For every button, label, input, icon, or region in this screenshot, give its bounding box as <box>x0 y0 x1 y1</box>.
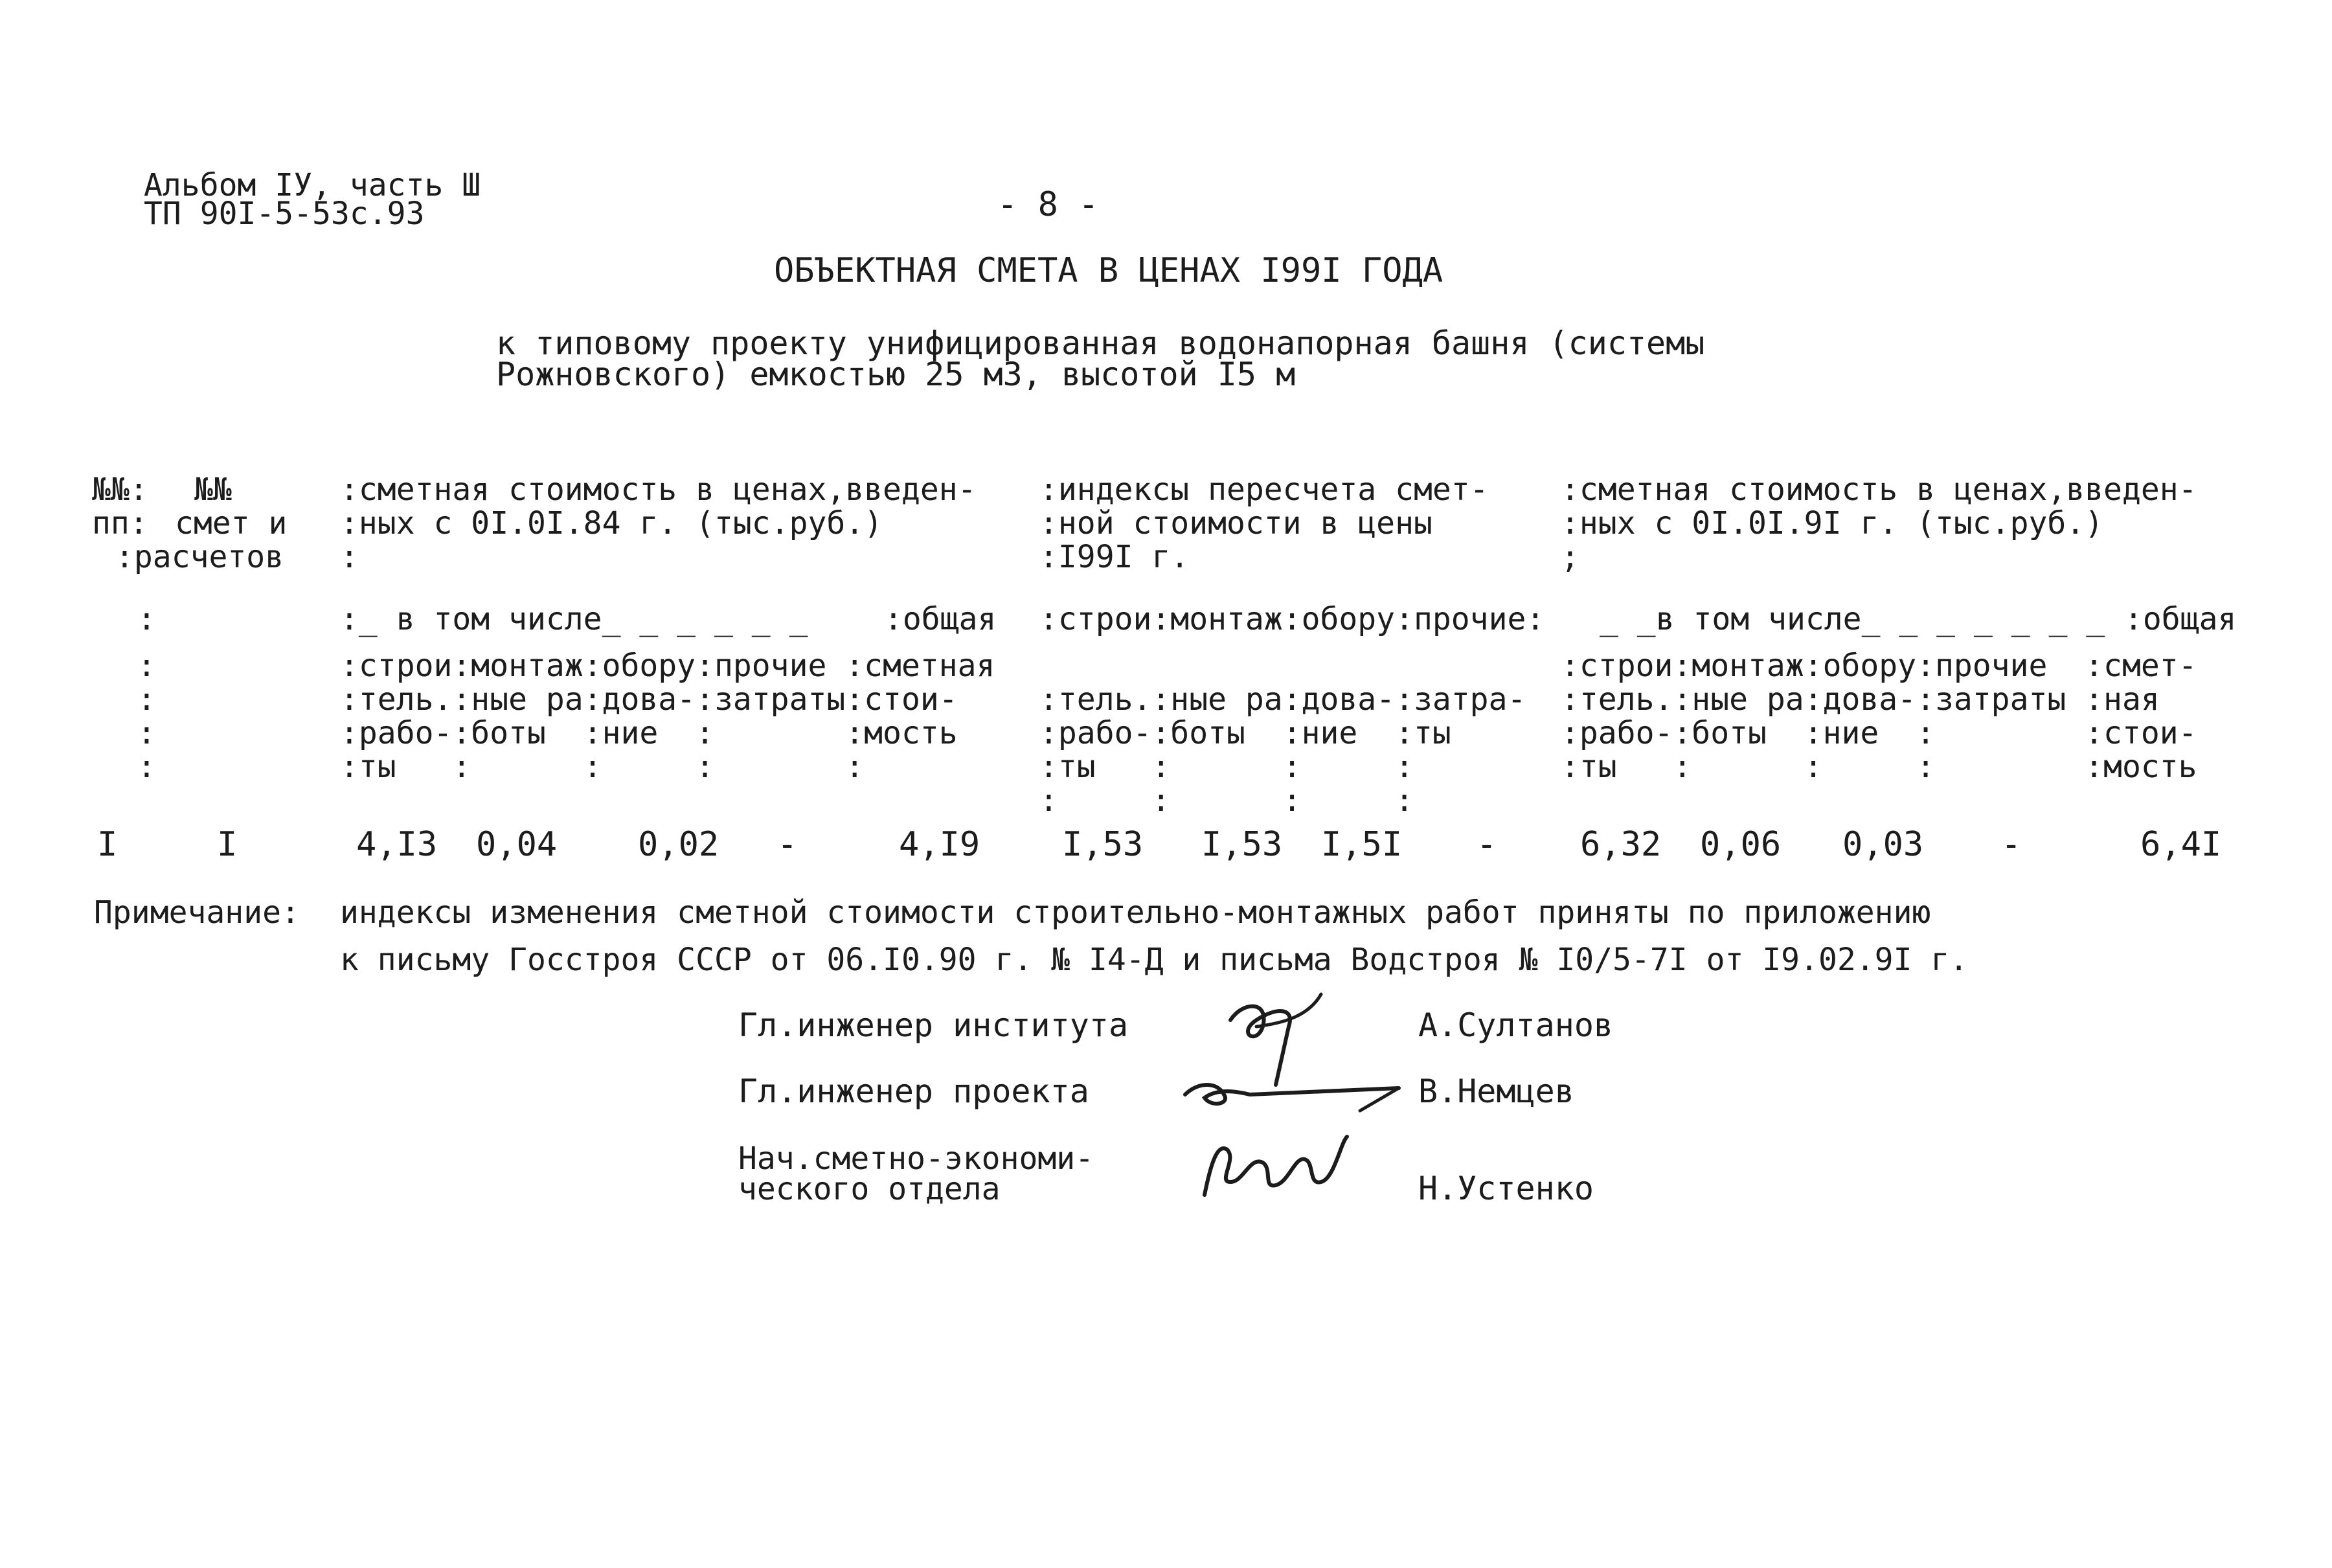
colhdr-right-l4: :ты : : : :мость <box>1561 749 2197 785</box>
group3-header-l2: :ных с 0I.0I.9I г. (тыс.руб.) <box>1561 505 2104 541</box>
handwritten-signature-3 <box>1192 1124 1360 1208</box>
cell-84-total: 4,I9 <box>899 825 980 864</box>
group2-columns-label: :строи:монтаж:обору:прочие: <box>1039 601 1545 637</box>
group1-header-l2: :ных с 0I.0I.84 г. (тыс.руб.) <box>340 505 883 541</box>
cell-91-total: 6,4I <box>2140 825 2222 864</box>
page-number: - 8 - <box>997 185 1099 224</box>
group2-header-l2: :ной стоимости в цены <box>1039 505 1432 541</box>
col-num-header-l2: пп: <box>92 505 148 541</box>
subtitle-line2: Рожновского) емкостью 25 м3, высотой I5 м <box>496 356 1296 393</box>
signature-role-3-l1: Нач.сметно-экономи- <box>738 1141 1094 1177</box>
colhdr-left-l3: :рабо-:боты :ние : :мость <box>340 715 958 751</box>
cell-84-other: - <box>777 825 798 864</box>
colhdr-mid-l1: :тель.:ные ра:дова-:затра- <box>1039 681 1526 718</box>
group1-incl-label: :_ в том числе_ _ _ _ _ _ <box>340 601 808 637</box>
cell-91-build: 6,32 <box>1580 825 1662 864</box>
row-smet: I <box>217 825 238 864</box>
cell-idx-equip: I,5I <box>1321 825 1403 864</box>
group3-total-label: :общая <box>2124 601 2237 637</box>
signature-role-1: Гл.инженер института <box>738 1006 1129 1044</box>
signature-name-1: А.Султанов <box>1418 1006 1614 1044</box>
colhdr-mid-l4: : : : : <box>1039 782 1414 819</box>
group1-header-l3: : <box>340 539 359 575</box>
colhdr-left-l2: :тель.:ные ра:дова-:затраты:стои- <box>340 681 958 718</box>
project-code: ТП 90I-5-53с.93 <box>144 196 425 232</box>
col-sep: : <box>137 601 156 637</box>
cell-idx-mount: I,53 <box>1201 825 1283 864</box>
colhdr-right-l1: :строи:монтаж:обору:прочие :смет- <box>1561 648 2197 684</box>
signature-name-2: В.Немцев <box>1418 1073 1574 1110</box>
col-num-header-l1: №№: <box>92 472 148 508</box>
cell-84-equip: 0,02 <box>638 825 719 864</box>
group2-header-l3: :I99I г. <box>1039 539 1190 575</box>
col-smet-header-l2: смет и <box>175 505 288 541</box>
signature-role-2: Гл.инженер проекта <box>738 1073 1089 1110</box>
signature-role-3-l2: ческого отдела <box>738 1171 1001 1207</box>
colhdr-right-l2: :тель.:ные ра:дова-:затраты :ная <box>1561 681 2160 718</box>
colhdr-right-l3: :рабо-:боты :ние : :стои- <box>1561 715 2197 751</box>
group3-header-l1: :сметная стоимость в ценах,введен- <box>1561 472 2197 508</box>
colhdr-mid-l3: :ты : : : <box>1039 749 1414 785</box>
row-num: I <box>97 825 118 864</box>
signature-name-3: Н.Устенко <box>1418 1170 1594 1207</box>
group3-incl-label: _ _в том числе_ _ _ _ _ _ _ <box>1600 601 2105 637</box>
col-sep-stack: : : : : <box>137 648 156 785</box>
group2-header-l1: :индексы пересчета смет- <box>1039 472 1489 508</box>
handwritten-signature-2 <box>1179 1062 1412 1120</box>
note-line1: индексы изменения сметной стоимости строительно-монтажных работ приняты по приложению <box>340 894 1931 931</box>
cell-91-mount: 0,06 <box>1700 825 1782 864</box>
col-smet-header-l1: №№ <box>194 472 232 508</box>
colhdr-mid-l2: :рабо-:боты :ние :ты <box>1039 715 1451 751</box>
album-label: Альбом IУ, часть Ш <box>144 167 481 203</box>
cell-idx-other: - <box>1477 825 1497 864</box>
colhdr-left-l4: :ты : : : : <box>340 749 865 785</box>
cell-91-other: - <box>2001 825 2022 864</box>
group1-total-label: :общая <box>884 601 997 637</box>
colhdr-left-l1: :строи:монтаж:обору:прочие :сметная <box>340 648 995 684</box>
cell-idx-build: I,53 <box>1062 825 1144 864</box>
cell-91-equip: 0,03 <box>1842 825 1924 864</box>
cell-84-mount: 0,04 <box>476 825 558 864</box>
note-line2: к письму Госстроя СССР от 06.I0.90 г. № I4-Д и письма Водстроя № I0/5-7I от I9.02.9I г. <box>340 942 1969 978</box>
note-label: Примечание: <box>94 894 300 931</box>
group1-header-l1: :сметная стоимость в ценах,введен- <box>340 472 977 508</box>
page-title: ОБЪЕКТНАЯ СМЕТА В ЦЕНАХ I99I ГОДА <box>774 251 1443 290</box>
subtitle-line1: к типовому проекту унифицированная водонапорная башня (системы <box>496 324 1705 362</box>
group3-header-l3: ; <box>1561 539 1579 575</box>
cell-84-build: 4,I3 <box>356 825 438 864</box>
col-smet-header-l3: :расчетов <box>115 539 284 575</box>
